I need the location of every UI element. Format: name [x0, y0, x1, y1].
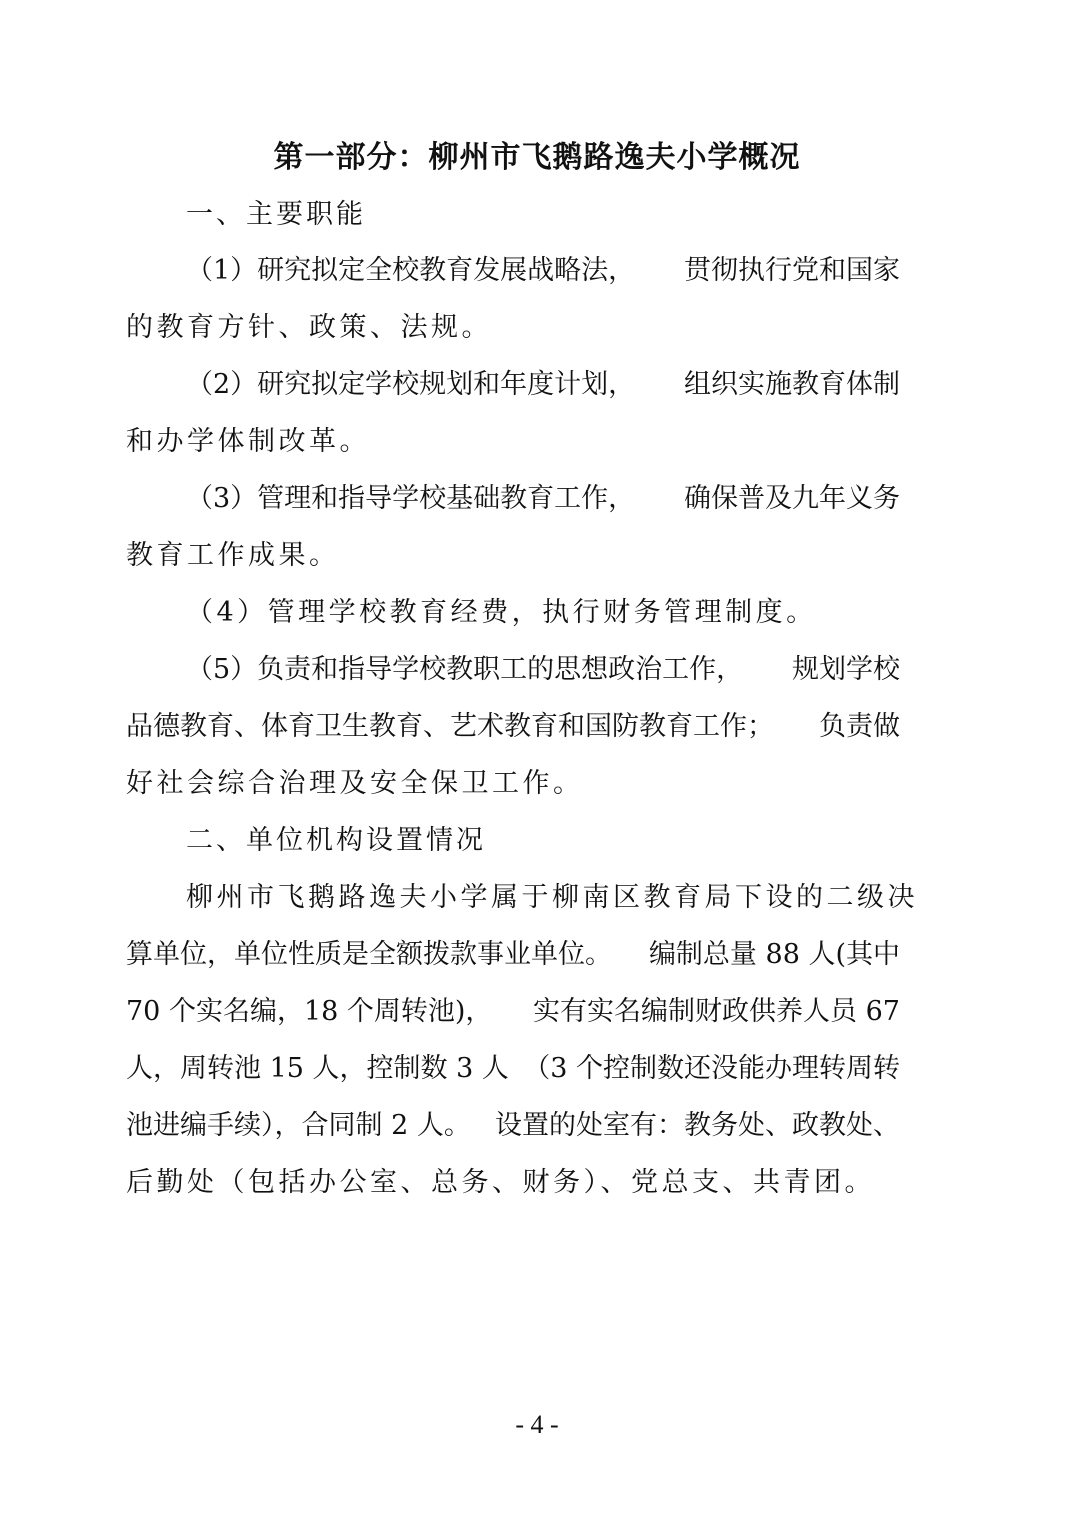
paren-open: （1）研究拟定全校教育发展战略法， — [186, 255, 636, 286]
text-tail: （3 个控制数还没能办理转周转 — [523, 1053, 900, 1084]
organization-paragraph-line-4 — [126, 1049, 900, 1089]
function-item-3-line-1 — [186, 479, 900, 519]
organization-paragraph-line-5 — [126, 1106, 900, 1146]
text-head: （2）研究拟定学校规划和年度计划， — [186, 369, 636, 400]
function-item-2-line-1 — [186, 365, 900, 405]
text-tail: 确保普及九年义务 — [684, 483, 900, 514]
document-title: 第一部分：柳州市飞鹅路逸夫小学概况 — [273, 140, 801, 175]
text-head: （5）负责和指导学校教职工的思想政治工作， — [186, 654, 744, 685]
section-heading-organization: 二、单位机构设置情况 — [186, 825, 486, 856]
text-tail: 编制总量 88 人(其中 — [648, 939, 900, 970]
function-item-2-line-2: 和办学体制改革。 — [126, 426, 370, 457]
function-item-1-line-1 — [186, 251, 900, 291]
text-tail: 负责做 — [819, 711, 900, 742]
organization-paragraph-line-3 — [126, 992, 900, 1032]
function-item-5-line-2 — [126, 707, 900, 747]
function-item-5-line-1 — [186, 650, 900, 690]
text-head: 算单位，单位性质是全额拨款事业单位。 — [126, 939, 612, 970]
text-tail: 贯彻执行党和国家 — [684, 255, 900, 286]
function-item-5-line-3: 好社会综合治理及安全保卫工作。 — [126, 768, 584, 799]
text-head: 池进编手续），合同制 2 人。 — [126, 1110, 471, 1141]
function-item-1-line-2: 的教育方针、政策、法规。 — [126, 312, 492, 343]
text-head: 品德教育、体育卫生教育、艺术教育和国防教育工作； — [126, 711, 774, 742]
text-head: 人，周转池 15 人，控制数 3 人 — [126, 1053, 509, 1084]
page-number: - 4 - — [515, 1410, 559, 1439]
organization-paragraph-line-2 — [126, 935, 900, 975]
text-tail: 规划学校 — [792, 654, 900, 685]
section-heading-main-functions: 一、主要职能 — [186, 199, 366, 230]
text-tail: 组织实施教育体制 — [684, 369, 900, 400]
text-head: （3）管理和指导学校基础教育工作， — [186, 483, 636, 514]
organization-paragraph-line-1: 柳州市飞鹅路逸夫小学属于柳南区教育局下设的二级决 — [186, 882, 918, 913]
text-tail: 实有实名编制财政供养人员 67 — [533, 996, 900, 1027]
function-item-3-line-2: 教育工作成果。 — [126, 540, 340, 571]
function-item-4-line-1: （4）管理学校教育经费，执行财务管理制度。 — [186, 597, 817, 628]
organization-paragraph-line-6: 后勤处（包括办公室、总务、财务）、党总支、共青团。 — [126, 1167, 875, 1198]
text-head: 70 个实名编，18 个周转池)， — [126, 996, 493, 1027]
text-tail: 设置的处室有：教务处、政教处、 — [495, 1110, 900, 1141]
